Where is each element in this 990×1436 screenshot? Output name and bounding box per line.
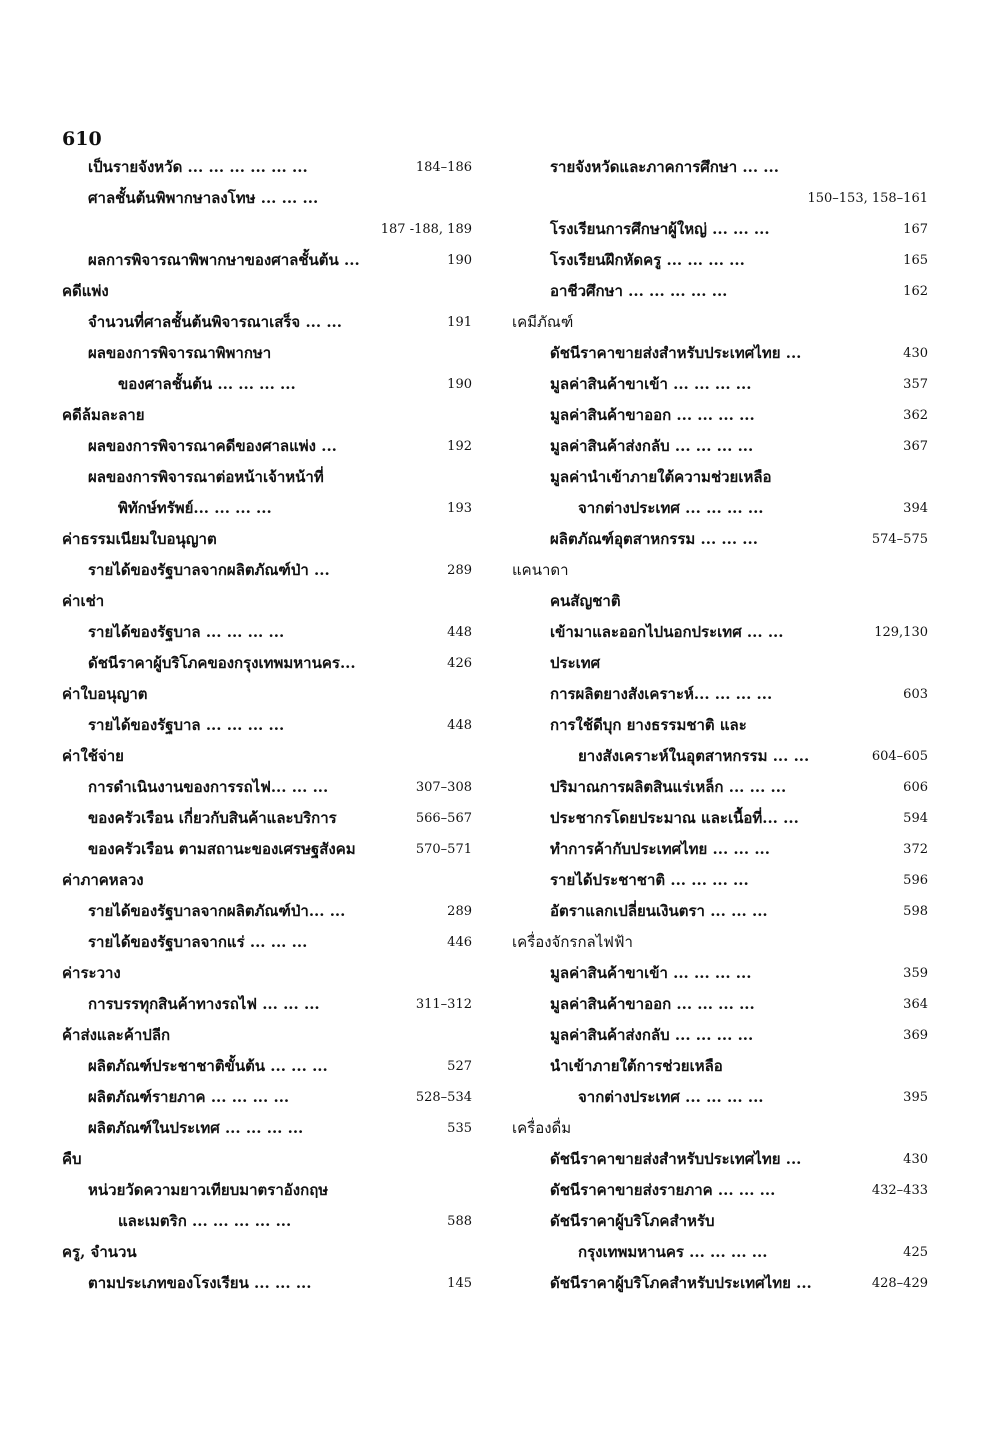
index-entry — [512, 183, 928, 214]
entry-text: เข้ามาและออกไปนอกประเทศ ... ... — [550, 623, 784, 641]
entry-pages: 184–186 — [415, 160, 472, 175]
entry-pages: 364 — [903, 997, 928, 1012]
entry-pages: 395 — [903, 1090, 928, 1105]
entry-text: มูลค่าสินค้าส่งกลับ ... ... ... ... — [550, 437, 754, 455]
index-entry — [512, 834, 928, 865]
index-entry — [62, 617, 472, 648]
entry-text: จากต่างประเทศ ... ... ... ... — [578, 1088, 764, 1106]
index-heading — [62, 958, 472, 989]
entry-pages: 129,130 — [874, 625, 928, 640]
index-entry — [512, 710, 928, 741]
entry-pages: 394 — [903, 501, 928, 516]
index-entry — [62, 896, 472, 927]
entry-pages: 448 — [447, 718, 472, 733]
index-entry — [62, 1268, 472, 1299]
entry-text: อัตราแลกเปลี่ยนเงินตรา ... ... ... — [550, 902, 768, 920]
index-entry — [512, 1020, 928, 1051]
entry-text: เป็นรายจังหวัด ... ... ... ... ... ... — [88, 158, 308, 176]
index-entry — [62, 1113, 472, 1144]
entry-text: ปริมาณการผลิตสินแร่เหล็ก ... ... ... — [550, 778, 787, 796]
entry-text: รายจังหวัดและภาคการศึกษา ... ... — [550, 158, 779, 176]
index-entry — [62, 338, 472, 369]
entry-text: รายได้ของรัฐบาล ... ... ... ... — [88, 623, 285, 641]
entry-pages: 193 — [447, 501, 472, 516]
entry-pages: 150–153, 158–161 — [807, 191, 928, 206]
entry-pages: 357 — [903, 377, 928, 392]
entry-pages: 167 — [903, 222, 928, 237]
entry-text: ผลของการพิจารณาคดีของศาลแพ่ง ... — [88, 437, 337, 455]
entry-pages: 603 — [903, 687, 928, 702]
entry-pages: 604–605 — [871, 749, 928, 764]
entry-text: ผลิตภัณฑ์ในประเทศ ... ... ... ... — [88, 1119, 304, 1137]
index-entry — [62, 493, 472, 524]
entry-text: ของครัวเรือน ตามสถานะของเศรษฐสังคม — [88, 840, 356, 858]
index-entry — [62, 989, 472, 1020]
entry-pages: 430 — [903, 1152, 928, 1167]
entry-text: เครื่องดื่ม — [512, 1119, 572, 1137]
index-entry — [512, 152, 928, 183]
entry-text: ค่าธรรมเนียมใบอนุญาต — [62, 530, 217, 548]
entry-text: ผลิตภัณฑ์อุตสาหกรรม ... ... ... — [550, 530, 758, 548]
entry-pages: 446 — [447, 935, 472, 950]
entry-text: มูลค่าสินค้าขาออก ... ... ... ... — [550, 406, 755, 424]
index-heading — [512, 555, 928, 586]
index-entry — [62, 214, 472, 245]
entry-text: รายได้ประชาชาติ ... ... ... ... — [550, 871, 749, 889]
index-entry — [512, 803, 928, 834]
entry-text: โรงเรียนฝึกหัดครู ... ... ... ... — [550, 251, 745, 269]
entry-text: คนสัญชาติ — [550, 592, 621, 610]
entry-text: การใช้ดีบุก ยางธรรมชาติ และ — [550, 716, 747, 734]
index-heading — [62, 524, 472, 555]
index-entry — [512, 1175, 928, 1206]
entry-text: ทำการค้ากับประเทศไทย ... ... ... — [550, 840, 770, 858]
index-entry — [512, 989, 928, 1020]
entry-pages: 606 — [903, 780, 928, 795]
index-entry — [62, 152, 472, 183]
index-entry — [512, 431, 928, 462]
entry-text: ค่าใช้จ่าย — [62, 747, 124, 765]
entry-text: การผลิตยางสังเคราะห์... ... ... ... — [550, 685, 773, 703]
entry-text: ค่าภาคหลวง — [62, 871, 144, 889]
entry-text: แคนาดา — [512, 561, 569, 579]
entry-text: ผลของการพิจารณาพิพากษา — [88, 344, 272, 362]
index-heading — [62, 276, 472, 307]
entry-pages: 570–571 — [415, 842, 472, 857]
entry-text: คดีล้มละลาย — [62, 406, 145, 424]
entry-pages: 367 — [903, 439, 928, 454]
entry-text: คืบ — [62, 1150, 82, 1168]
entry-text: ครู, จำนวน — [62, 1243, 137, 1261]
entry-text: เคมีภัณฑ์ — [512, 313, 574, 331]
index-heading — [62, 865, 472, 896]
entry-pages: 588 — [447, 1214, 472, 1229]
index-heading — [512, 927, 928, 958]
entry-pages: 190 — [447, 253, 472, 268]
index-entry — [62, 431, 472, 462]
index-entry — [512, 648, 928, 679]
index-entry — [512, 369, 928, 400]
entry-text: รายได้ของรัฐบาลจากผลิตภัณฑ์ป่า ... — [88, 561, 330, 579]
index-entry — [62, 710, 472, 741]
page-number: 610 — [62, 128, 102, 150]
index-entry — [512, 276, 928, 307]
index-entry — [512, 1144, 928, 1175]
entry-text: ประเทศ — [550, 654, 601, 672]
index-entry — [62, 803, 472, 834]
entry-pages: 190 — [447, 377, 472, 392]
index-entry — [512, 772, 928, 803]
entry-text: ผลิตภัณฑ์รายภาค ... ... ... ... — [88, 1088, 290, 1106]
entry-text: อาชีวศึกษา ... ... ... ... ... — [550, 282, 728, 300]
entry-text: ดัชนีราคาขายส่งสำหรับประเทศไทย ... — [550, 344, 802, 362]
entry-pages: 566–567 — [415, 811, 472, 826]
entry-text: ดัชนีราคาขายส่งรายภาค ... ... ... — [550, 1181, 776, 1199]
entry-text: จากต่างประเทศ ... ... ... ... — [578, 499, 764, 517]
index-column-left — [62, 152, 472, 1299]
index-heading — [62, 1020, 472, 1051]
entry-pages: 369 — [903, 1028, 928, 1043]
entry-pages: 432–433 — [871, 1183, 928, 1198]
entry-text: ดัชนีราคาขายส่งสำหรับประเทศไทย ... — [550, 1150, 802, 1168]
entry-text: รายได้ของรัฐบาลจากแร่ ... ... ... — [88, 933, 308, 951]
index-entry — [62, 927, 472, 958]
entry-pages: 191 — [447, 315, 472, 330]
index-entry — [512, 586, 928, 617]
index-entry — [512, 214, 928, 245]
entry-text: ค่าใบอนุญาต — [62, 685, 148, 703]
entry-pages: 598 — [903, 904, 928, 919]
index-entry — [62, 245, 472, 276]
entry-text: การบรรทุกสินค้าทางรถไฟ ... ... ... — [88, 995, 320, 1013]
index-entry — [512, 1268, 928, 1299]
entry-text: ค่าระวาง — [62, 964, 121, 982]
entry-pages: 594 — [903, 811, 928, 826]
index-heading — [62, 1237, 472, 1268]
entry-text: ดัชนีราคาผู้บริโภคสำหรับประเทศไทย ... — [550, 1274, 812, 1292]
index-entry — [512, 679, 928, 710]
index-entry — [62, 462, 472, 493]
entry-text: โรงเรียนการศึกษาผู้ใหญ่ ... ... ... — [550, 220, 770, 238]
entry-text: คดีแพ่ง — [62, 282, 109, 300]
index-entry — [62, 1206, 472, 1237]
entry-pages: 362 — [903, 408, 928, 423]
entry-text: มูลค่าสินค้าขาเข้า ... ... ... ... — [550, 964, 752, 982]
entry-text: เครื่องจักรกลไฟฟ้า — [512, 933, 633, 951]
entry-pages: 527 — [447, 1059, 472, 1074]
index-entry — [512, 493, 928, 524]
index-column-right — [512, 152, 928, 1299]
index-heading — [62, 741, 472, 772]
index-entry — [62, 834, 472, 865]
entry-pages: 574–575 — [871, 532, 928, 547]
entry-text: ค้าส่งและค้าปลีก — [62, 1026, 171, 1044]
entry-text: ผลิตภัณฑ์ประชาชาติขั้นต้น ... ... ... — [88, 1057, 328, 1075]
entry-pages: 425 — [903, 1245, 928, 1260]
entry-text: มูลค่าสินค้าส่งกลับ ... ... ... ... — [550, 1026, 754, 1044]
entry-text: มูลค่าสินค้าขาเข้า ... ... ... ... — [550, 375, 752, 393]
entry-pages: 289 — [447, 904, 472, 919]
index-entry — [512, 1237, 928, 1268]
entry-pages: 528–534 — [415, 1090, 472, 1105]
entry-text: ของครัวเรือน เกี่ยวกับสินค้าและบริการ — [88, 809, 337, 827]
index-entry — [512, 1082, 928, 1113]
index-entry — [512, 958, 928, 989]
entry-pages: 430 — [903, 346, 928, 361]
index-heading — [512, 1113, 928, 1144]
entry-text: ตามประเภทของโรงเรียน ... ... ... — [88, 1274, 312, 1292]
entry-pages: 162 — [903, 284, 928, 299]
entry-pages: 187 -188, 189 — [380, 222, 472, 237]
entry-text: กรุงเทพมหานคร ... ... ... ... — [578, 1243, 768, 1261]
entry-pages: 596 — [903, 873, 928, 888]
index-entry — [62, 1082, 472, 1113]
index-entry — [62, 772, 472, 803]
entry-text: และเมตริก ... ... ... ... ... — [118, 1212, 292, 1230]
entry-pages: 145 — [447, 1276, 472, 1291]
entry-text: ยางสังเคราะห์ในอุตสาหกรรม ... ... — [578, 747, 810, 765]
index-entry — [512, 245, 928, 276]
entry-text: ผลของการพิจารณาต่อหน้าเจ้าหน้าที่ — [88, 468, 324, 486]
entry-text: รายได้ของรัฐบาลจากผลิตภัณฑ์ป่า... ... — [88, 902, 346, 920]
index-entry — [62, 307, 472, 338]
index-entry — [512, 896, 928, 927]
index-heading — [62, 1144, 472, 1175]
index-entry — [512, 524, 928, 555]
entry-pages: 372 — [903, 842, 928, 857]
entry-text: พิทักษ์ทรัพย์... ... ... ... — [118, 499, 272, 517]
entry-pages: 535 — [447, 1121, 472, 1136]
entry-text: ดัชนีราคาผู้บริโภคสำหรับ — [550, 1212, 715, 1230]
index-entry — [512, 1051, 928, 1082]
index-heading — [512, 307, 928, 338]
entry-text: มูลค่านำเข้าภายใต้ความช่วยเหลือ — [550, 468, 772, 486]
index-entry — [62, 183, 472, 214]
index-entry — [512, 617, 928, 648]
entry-pages: 359 — [903, 966, 928, 981]
entry-text: การดำเนินงานของการรถไฟ... ... ... — [88, 778, 329, 796]
index-entry — [512, 400, 928, 431]
index-entry — [62, 555, 472, 586]
index-entry — [62, 369, 472, 400]
entry-text: ประชากรโดยประมาณ และเนื้อที่... ... — [550, 809, 799, 827]
entry-pages: 448 — [447, 625, 472, 640]
entry-text: นำเข้าภายใต้การช่วยเหลือ — [550, 1057, 723, 1075]
entry-text: หน่วยวัดความยาวเทียบมาตราอังกฤษ — [88, 1181, 329, 1199]
index-entry — [512, 462, 928, 493]
index-entry — [512, 865, 928, 896]
entry-text: ผลการพิจารณาพิพากษาของศาลชั้นต้น ... — [88, 251, 360, 269]
index-entry — [62, 1051, 472, 1082]
index-entry — [512, 741, 928, 772]
index-heading — [62, 586, 472, 617]
entry-pages: 428–429 — [871, 1276, 928, 1291]
entry-text: จำนวนที่ศาลชั้นต้นพิจารณาเสร็จ ... ... — [88, 313, 342, 331]
entry-pages: 289 — [447, 563, 472, 578]
index-entry — [62, 648, 472, 679]
entry-text: ของศาลชั้นต้น ... ... ... ... — [118, 375, 296, 393]
entry-pages: 311–312 — [415, 997, 472, 1012]
index-entry — [62, 1175, 472, 1206]
index-entry — [512, 338, 928, 369]
entry-text: มูลค่าสินค้าขาออก ... ... ... ... — [550, 995, 755, 1013]
index-heading — [62, 400, 472, 431]
entry-pages: 307–308 — [415, 780, 472, 795]
index-entry — [512, 1206, 928, 1237]
entry-pages: 165 — [903, 253, 928, 268]
entry-text: ศาลชั้นต้นพิพากษาลงโทษ ... ... ... — [88, 189, 319, 207]
entry-text: ดัชนีราคาผู้บริโภคของกรุงเทพมหานคร... — [88, 654, 356, 672]
entry-text: ค่าเช่า — [62, 592, 105, 610]
entry-text: รายได้ของรัฐบาล ... ... ... ... — [88, 716, 285, 734]
entry-pages: 426 — [447, 656, 472, 671]
entry-pages: 192 — [447, 439, 472, 454]
index-heading — [62, 679, 472, 710]
